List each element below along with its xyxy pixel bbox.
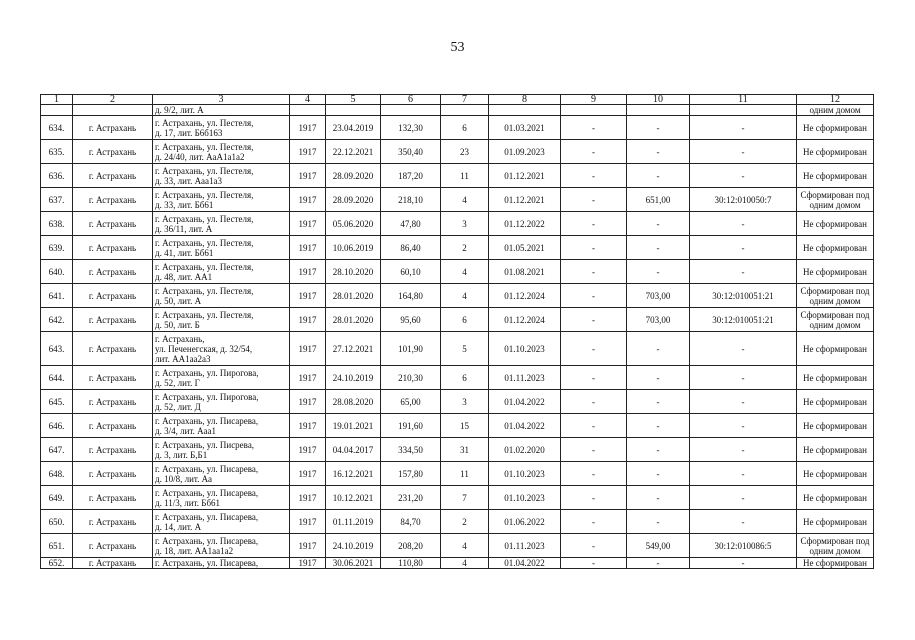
cell-residents: 7	[441, 486, 489, 510]
cell-address: г. Астрахань, ул. Печенегская, д. 32/54, лит. АА1аа2а3	[153, 332, 290, 366]
cell-number: 634.	[41, 116, 73, 140]
cell-status: Не сформирован	[797, 438, 874, 462]
cell-city: г. Астрахань	[73, 558, 153, 569]
cell-city: г. Астрахань	[73, 140, 153, 164]
cell-date-deadline: 01.12.2021	[489, 188, 561, 212]
column-header: 12	[797, 95, 874, 105]
table-row	[41, 116, 874, 140]
cell-area: 132,30	[381, 116, 441, 140]
table-row	[41, 260, 874, 284]
cell-number: 647.	[41, 438, 73, 462]
cell-number: 635.	[41, 140, 73, 164]
cell-residents: 6	[441, 308, 489, 332]
cell-land-area: -	[627, 260, 690, 284]
cell-status: Не сформирован	[797, 140, 874, 164]
cell-residents: 4	[441, 188, 489, 212]
cell-land-area: -	[627, 212, 690, 236]
column-header: 7	[441, 95, 489, 105]
cell-status: Не сформирован	[797, 510, 874, 534]
cell-col9: -	[561, 438, 627, 462]
cell-land-area: 703,00	[627, 284, 690, 308]
cell-land-area: -	[627, 462, 690, 486]
cell-col9: -	[561, 188, 627, 212]
cell-cadastral-number: -	[690, 486, 797, 510]
cell-col9: -	[561, 212, 627, 236]
table-row	[41, 332, 874, 366]
cell-date-deadline: 01.11.2023	[489, 534, 561, 558]
table-row	[41, 462, 874, 486]
table-row	[41, 308, 874, 332]
cell-date-inspection: 28.01.2020	[326, 308, 381, 332]
cell-address: г. Астрахань, ул. Писрева, д. 3, лит. Б,Б1	[153, 438, 290, 462]
cell-status: Не сформирован	[797, 366, 874, 390]
cell-number: 637.	[41, 188, 73, 212]
cell-city: г. Астрахань	[73, 260, 153, 284]
cell-residents: 11	[441, 462, 489, 486]
table-row	[41, 414, 874, 438]
cell-year: 1917	[290, 390, 326, 414]
cell-city: г. Астрахань	[73, 284, 153, 308]
cell-cadastral-number: -	[690, 390, 797, 414]
cell-land-area: -	[627, 332, 690, 366]
cell-land-area: -	[627, 438, 690, 462]
cell-city: г. Астрахань	[73, 308, 153, 332]
cell-status: Не сформирован	[797, 462, 874, 486]
cell-land-area: -	[627, 116, 690, 140]
cell-date-inspection: 28.01.2020	[326, 284, 381, 308]
cell-date-inspection: 24.10.2019	[326, 366, 381, 390]
cell-status: Не сформирован	[797, 414, 874, 438]
cell-cadastral-number: -	[690, 116, 797, 140]
cell-number: 649.	[41, 486, 73, 510]
table-row	[41, 164, 874, 188]
cell-cadastral-number: 30:12:010086:5	[690, 534, 797, 558]
cell-empty	[73, 105, 153, 116]
cell-area: 164,80	[381, 284, 441, 308]
table-row	[41, 212, 874, 236]
cell-date-deadline: 01.12.2021	[489, 164, 561, 188]
cell-address: г. Астрахань, ул. Писарева, д. 11/3, лит. Бб61	[153, 486, 290, 510]
cell-land-area: 549,00	[627, 534, 690, 558]
cell-area: 60,10	[381, 260, 441, 284]
cell-date-inspection: 27.12.2021	[326, 332, 381, 366]
cell-area: 84,70	[381, 510, 441, 534]
column-header: 3	[153, 95, 290, 105]
table-row	[41, 390, 874, 414]
cell-land-area: -	[627, 558, 690, 569]
table-row	[41, 236, 874, 260]
cell-number: 650.	[41, 510, 73, 534]
table-row	[41, 284, 874, 308]
column-number-header-row	[41, 95, 874, 105]
cell-year: 1917	[290, 308, 326, 332]
cell-area: 95,60	[381, 308, 441, 332]
cell-address: г. Астрахань, ул. Пестеля, д. 50, лит. А	[153, 284, 290, 308]
cell-area: 47,80	[381, 212, 441, 236]
cell-address: г. Астрахань, ул. Писарева, д. 18, лит. АА1аа1а2	[153, 534, 290, 558]
cell-year: 1917	[290, 558, 326, 569]
cell-status: Не сформирован	[797, 164, 874, 188]
cell-area: 191,60	[381, 414, 441, 438]
cell-residents: 3	[441, 390, 489, 414]
cell-empty	[690, 105, 797, 116]
cell-number: 643.	[41, 332, 73, 366]
cell-cadastral-number: -	[690, 212, 797, 236]
cell-address: г. Астрахань, ул. Пестеля, д. 24/40, лит. АаА1а1а2	[153, 140, 290, 164]
cell-number: 639.	[41, 236, 73, 260]
cell-status: Сформирован под одним домом	[797, 534, 874, 558]
continuation-row	[41, 105, 874, 116]
cell-col9: -	[561, 308, 627, 332]
cell-cadastral-number: -	[690, 140, 797, 164]
cell-date-inspection: 01.11.2019	[326, 510, 381, 534]
cell-land-area: -	[627, 414, 690, 438]
cell-col9: -	[561, 534, 627, 558]
cell-area: 157,80	[381, 462, 441, 486]
cell-status: Не сформирован	[797, 486, 874, 510]
cell-year: 1917	[290, 366, 326, 390]
cell-status: Не сформирован	[797, 236, 874, 260]
cell-cadastral-number: -	[690, 510, 797, 534]
cell-date-inspection: 24.10.2019	[326, 534, 381, 558]
cell-empty	[326, 105, 381, 116]
cell-land-area: -	[627, 366, 690, 390]
cell-empty	[627, 105, 690, 116]
cell-year: 1917	[290, 140, 326, 164]
cell-status: Не сформирован	[797, 212, 874, 236]
cell-date-deadline: 01.12.2022	[489, 212, 561, 236]
cell-date-deadline: 01.02.2020	[489, 438, 561, 462]
table-row	[41, 534, 874, 558]
cell-date-deadline: 01.10.2023	[489, 486, 561, 510]
cell-address: г. Астрахань, ул. Писарева, д. 10/8, лит. Аа	[153, 462, 290, 486]
cell-date-deadline: 01.09.2023	[489, 140, 561, 164]
cell-year: 1917	[290, 462, 326, 486]
cell-year: 1917	[290, 188, 326, 212]
cell-col9: -	[561, 164, 627, 188]
cell-year: 1917	[290, 438, 326, 462]
cell-date-deadline: 01.05.2021	[489, 236, 561, 260]
cell-date-deadline: 01.12.2024	[489, 284, 561, 308]
cell-residents: 4	[441, 558, 489, 569]
cell-number: 636.	[41, 164, 73, 188]
cell-residents: 2	[441, 236, 489, 260]
table-row	[41, 486, 874, 510]
cell-date-inspection: 28.10.2020	[326, 260, 381, 284]
page-number: 53	[450, 40, 465, 55]
cell-cadastral-number: -	[690, 366, 797, 390]
cell-empty	[381, 105, 441, 116]
cell-date-inspection: 28.09.2020	[326, 164, 381, 188]
cell-empty	[489, 105, 561, 116]
cell-residents: 31	[441, 438, 489, 462]
cell-address: г. Астрахань, ул. Пестеля, д. 48, лит. АА1	[153, 260, 290, 284]
cell-city: г. Астрахань	[73, 390, 153, 414]
cell-number: 651.	[41, 534, 73, 558]
cell-number: 644.	[41, 366, 73, 390]
cell-city: г. Астрахань	[73, 164, 153, 188]
cell-number: 646.	[41, 414, 73, 438]
table-row	[41, 558, 874, 569]
cell-cadastral-number: -	[690, 558, 797, 569]
cell-city: г. Астрахань	[73, 534, 153, 558]
cell-date-deadline: 01.10.2023	[489, 332, 561, 366]
table-row	[41, 510, 874, 534]
cell-col9: -	[561, 414, 627, 438]
cell-area: 110,80	[381, 558, 441, 569]
cell-number: 641.	[41, 284, 73, 308]
cell-number: 642.	[41, 308, 73, 332]
cell-address: г. Астрахань, ул. Пестеля, д. 41, лит. Бб61	[153, 236, 290, 260]
cell-col9: -	[561, 140, 627, 164]
cell-date-inspection: 05.06.2020	[326, 212, 381, 236]
cell-status: Не сформирован	[797, 116, 874, 140]
cell-cadastral-number: -	[690, 164, 797, 188]
cell-city: г. Астрахань	[73, 510, 153, 534]
cell-year: 1917	[290, 260, 326, 284]
cell-address: г. Астрахань, ул. Пирогова, д. 52, лит. Д	[153, 390, 290, 414]
cell-empty	[441, 105, 489, 116]
table-body	[41, 95, 874, 569]
cell-land-area: 651,00	[627, 188, 690, 212]
cell-area: 210,30	[381, 366, 441, 390]
cell-residents: 4	[441, 534, 489, 558]
cell-area: 86,40	[381, 236, 441, 260]
cell-address: г. Астрахань, ул. Пестеля, д. 33, лит. Бб61	[153, 188, 290, 212]
cell-status: Сформирован под одним домом	[797, 284, 874, 308]
cell-residents: 11	[441, 164, 489, 188]
cell-cadastral-number: 30:12:010050:7	[690, 188, 797, 212]
cell-status: Не сформирован	[797, 332, 874, 366]
cell-land-area: -	[627, 510, 690, 534]
column-header: 1	[41, 95, 73, 105]
cell-city: г. Астрахань	[73, 462, 153, 486]
cell-col9: -	[561, 332, 627, 366]
cell-cadastral-number: -	[690, 332, 797, 366]
cell-year: 1917	[290, 212, 326, 236]
cell-status: Не сформирован	[797, 390, 874, 414]
cell-date-deadline: 01.04.2022	[489, 390, 561, 414]
cell-date-inspection: 23.04.2019	[326, 116, 381, 140]
cell-col9: -	[561, 366, 627, 390]
cell-date-inspection: 19.01.2021	[326, 414, 381, 438]
cell-date-inspection: 28.09.2020	[326, 188, 381, 212]
cell-year: 1917	[290, 236, 326, 260]
cell-land-area: -	[627, 164, 690, 188]
cell-address: г. Астрахань, ул. Писарева,	[153, 558, 290, 569]
cell-empty	[41, 105, 73, 116]
cell-cadastral-number: -	[690, 414, 797, 438]
cell-area: 334,50	[381, 438, 441, 462]
cell-cadastral-number: -	[690, 462, 797, 486]
column-header: 10	[627, 95, 690, 105]
cell-col9: -	[561, 116, 627, 140]
cell-address: д. 9/2, лит. А	[153, 105, 290, 116]
cell-residents: 4	[441, 260, 489, 284]
cell-address: г. Астрахань, ул. Пестеля, д. 17, лит. Б6б163	[153, 116, 290, 140]
column-header: 2	[73, 95, 153, 105]
column-header: 5	[326, 95, 381, 105]
cell-status: Не сформирован	[797, 260, 874, 284]
cell-address: г. Астрахань, ул. Пестеля, д. 50, лит. Б	[153, 308, 290, 332]
cell-cadastral-number: 30:12:010051:21	[690, 284, 797, 308]
cell-residents: 5	[441, 332, 489, 366]
cell-address: г. Астрахань, ул. Пестеля, д. 33, лит. Ааа1а3	[153, 164, 290, 188]
cell-address: г. Астрахань, ул. Писарева, д. 3/4, лит. Ааа1	[153, 414, 290, 438]
cell-year: 1917	[290, 284, 326, 308]
column-header: 6	[381, 95, 441, 105]
cell-area: 208,20	[381, 534, 441, 558]
column-header: 9	[561, 95, 627, 105]
cell-status: одним домом	[797, 105, 874, 116]
cell-residents: 6	[441, 116, 489, 140]
cell-city: г. Астрахань	[73, 438, 153, 462]
cell-date-inspection: 30.06.2021	[326, 558, 381, 569]
cell-number: 645.	[41, 390, 73, 414]
cell-area: 218,10	[381, 188, 441, 212]
cell-address: г. Астрахань, ул. Пестеля, д. 36/11, лит. А	[153, 212, 290, 236]
cell-residents: 3	[441, 212, 489, 236]
cell-city: г. Астрахань	[73, 116, 153, 140]
cell-year: 1917	[290, 332, 326, 366]
cell-land-area: -	[627, 390, 690, 414]
cell-status: Сформирован под одним домом	[797, 188, 874, 212]
table-row	[41, 366, 874, 390]
column-header: 8	[489, 95, 561, 105]
cell-land-area: 703,00	[627, 308, 690, 332]
cell-col9: -	[561, 486, 627, 510]
cell-cadastral-number: -	[690, 236, 797, 260]
cell-cadastral-number: 30:12:010051:21	[690, 308, 797, 332]
cell-date-inspection: 16.12.2021	[326, 462, 381, 486]
column-header: 11	[690, 95, 797, 105]
cell-date-deadline: 01.11.2023	[489, 366, 561, 390]
cell-number: 638.	[41, 212, 73, 236]
cell-col9: -	[561, 462, 627, 486]
cell-city: г. Астрахань	[73, 414, 153, 438]
cell-city: г. Астрахань	[73, 332, 153, 366]
cell-date-deadline: 01.12.2024	[489, 308, 561, 332]
cell-residents: 23	[441, 140, 489, 164]
cell-number: 648.	[41, 462, 73, 486]
cell-year: 1917	[290, 414, 326, 438]
cell-area: 350,40	[381, 140, 441, 164]
cell-date-inspection: 28.08.2020	[326, 390, 381, 414]
cell-date-deadline: 01.06.2022	[489, 510, 561, 534]
cell-col9: -	[561, 558, 627, 569]
cell-date-inspection: 10.12.2021	[326, 486, 381, 510]
cell-empty	[561, 105, 627, 116]
cell-city: г. Астрахань	[73, 236, 153, 260]
cell-address: г. Астрахань, ул. Писарева, д. 14, лит. А	[153, 510, 290, 534]
cell-area: 187,20	[381, 164, 441, 188]
cell-col9: -	[561, 390, 627, 414]
cell-col9: -	[561, 284, 627, 308]
cell-status: Не сформирован	[797, 558, 874, 569]
table-row	[41, 438, 874, 462]
cell-area: 65,00	[381, 390, 441, 414]
cell-col9: -	[561, 510, 627, 534]
cell-year: 1917	[290, 116, 326, 140]
cell-area: 231,20	[381, 486, 441, 510]
cell-date-deadline: 01.08.2021	[489, 260, 561, 284]
cell-year: 1917	[290, 534, 326, 558]
cell-city: г. Астрахань	[73, 212, 153, 236]
cell-date-deadline: 01.03.2021	[489, 116, 561, 140]
cell-cadastral-number: -	[690, 260, 797, 284]
cell-year: 1917	[290, 164, 326, 188]
cell-status: Сформирован под одним домом	[797, 308, 874, 332]
cell-residents: 15	[441, 414, 489, 438]
cell-col9: -	[561, 260, 627, 284]
cell-area: 101,90	[381, 332, 441, 366]
table-row	[41, 188, 874, 212]
cell-residents: 4	[441, 284, 489, 308]
cell-date-deadline: 01.10.2023	[489, 462, 561, 486]
cell-year: 1917	[290, 486, 326, 510]
cell-land-area: -	[627, 486, 690, 510]
cell-city: г. Астрахань	[73, 188, 153, 212]
cell-date-inspection: 04.04.2017	[326, 438, 381, 462]
cell-date-inspection: 10.06.2019	[326, 236, 381, 260]
cell-city: г. Астрахань	[73, 486, 153, 510]
cell-cadastral-number: -	[690, 438, 797, 462]
cell-number: 640.	[41, 260, 73, 284]
cell-empty	[290, 105, 326, 116]
housing-registry-table	[40, 94, 874, 569]
cell-address: г. Астрахань, ул. Пирогова, д. 52, лит. Г	[153, 366, 290, 390]
cell-date-deadline: 01.04.2022	[489, 414, 561, 438]
cell-land-area: -	[627, 236, 690, 260]
cell-year: 1917	[290, 510, 326, 534]
cell-date-inspection: 22.12.2021	[326, 140, 381, 164]
column-header: 4	[290, 95, 326, 105]
cell-residents: 6	[441, 366, 489, 390]
table-row	[41, 140, 874, 164]
cell-city: г. Астрахань	[73, 366, 153, 390]
cell-land-area: -	[627, 140, 690, 164]
cell-number: 652.	[41, 558, 73, 569]
cell-date-deadline: 01.04.2022	[489, 558, 561, 569]
cell-residents: 2	[441, 510, 489, 534]
cell-col9: -	[561, 236, 627, 260]
